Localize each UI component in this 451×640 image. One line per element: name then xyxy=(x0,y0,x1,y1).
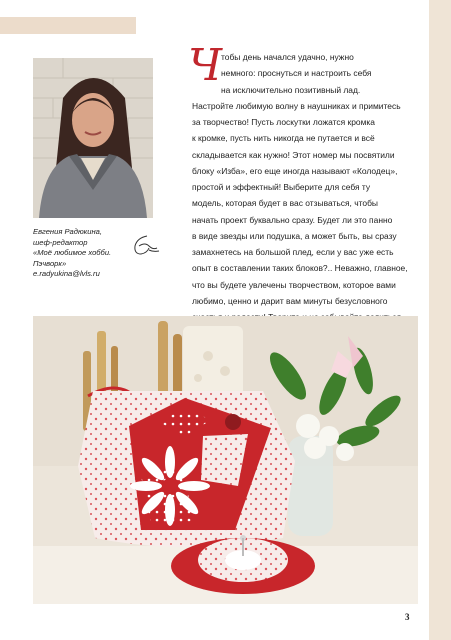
intro-line: на исключительно позитивный лад. xyxy=(221,84,361,95)
intro-line: что вы будете увлечены творчеством, которое вами xyxy=(192,279,396,290)
intro-line: любимо, ценно и дарит вам минуты безусловного xyxy=(192,295,388,306)
intro-line: Настройте любимую волну в наушниках и примитесь xyxy=(192,100,401,111)
page-edge-strip xyxy=(429,0,451,640)
editorial-intro xyxy=(192,49,424,358)
intro-line: простой и эффектный! Выберите для себя ту xyxy=(192,182,371,192)
signature-mark xyxy=(127,232,161,260)
page-number: 3 xyxy=(405,612,410,622)
quilted-items-photo xyxy=(33,316,418,604)
intro-line: тобы день начался удачно, нужно xyxy=(221,52,354,62)
editor-role: шеф-редактор xyxy=(33,237,88,247)
intro-dropcap: Ч xyxy=(188,40,223,91)
editor-caption xyxy=(33,227,133,280)
header-band xyxy=(0,17,136,34)
editor-email[interactable]: e.radyukina@lvls.ru xyxy=(33,269,100,279)
intro-line: складывается как нужно! Этот номер мы посвятили xyxy=(192,149,395,160)
editor-portrait xyxy=(33,58,153,218)
intro-line: в виде звезды или подушка, а может быть, вы сразу xyxy=(192,230,397,241)
magazine-title: «Моё любимое хобби. xyxy=(33,248,112,258)
intro-line: опыт в составлении таких блоков?.. Неважно, главное, xyxy=(192,263,408,274)
intro-line: модель, которая будет в вас отзываться, чтобы xyxy=(192,198,378,209)
intro-line: замахнетесь на большой плед, если у вас уже есть xyxy=(192,247,394,257)
intro-line: начать проект буквально сразу. Будет ли это панно xyxy=(192,214,393,225)
magazine-title-cont: Пэчворк» xyxy=(33,258,67,268)
editor-name: Евгения Радюкина, xyxy=(33,227,102,236)
intro-line: за творчество! Пусть лоскутки ложатся кромка xyxy=(192,117,375,127)
intro-line: к кромке, пусть нить никогда не путается и всё xyxy=(192,133,375,144)
intro-line: блоку «Изба», его еще иногда называют «Колодец», xyxy=(192,165,398,176)
intro-line: немного: проснуться и настроить себя xyxy=(221,68,372,79)
